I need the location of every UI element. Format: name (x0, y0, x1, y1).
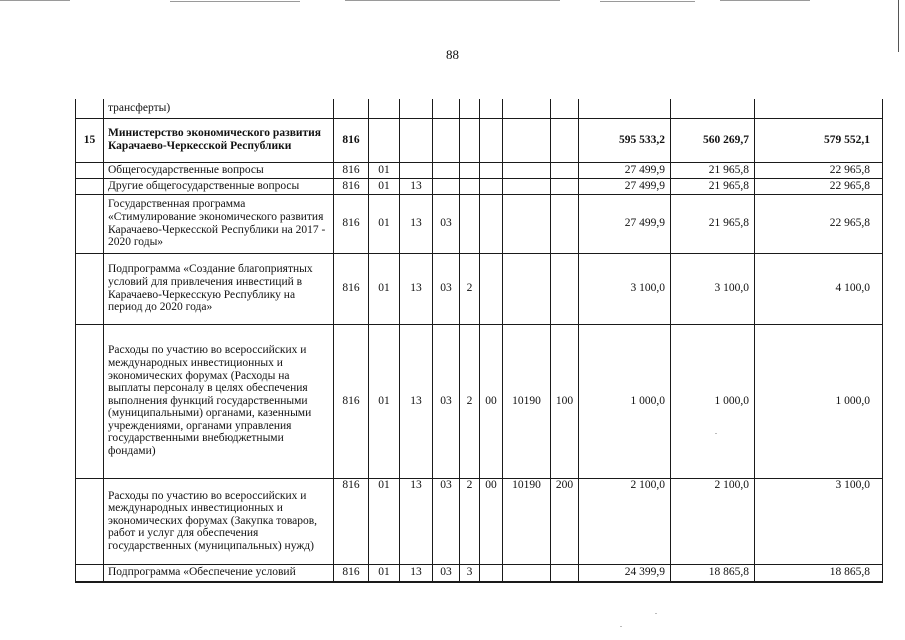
item-name-cell: Государственная программа «Стимулирование экономического развития Карачаево-Черкесской Республики на 2017 - 2020 годы» (104, 194, 334, 253)
code-cell (503, 162, 551, 178)
code-cell: 2 (460, 324, 480, 478)
amount-cell: 24 399,9 (579, 564, 671, 582)
code-cell (433, 118, 460, 162)
code-cell (551, 99, 579, 118)
table-row (76, 162, 883, 178)
amount-cell: 1 000,0 (579, 324, 671, 478)
code-cell: 816 (334, 564, 369, 582)
code-cell (551, 178, 579, 194)
scan-edge-mark (898, 0, 899, 52)
scan-top-line (345, 0, 560, 1)
amount-cell: 27 499,9 (579, 178, 671, 194)
code-cell: 816 (334, 194, 369, 253)
code-cell (433, 162, 460, 178)
code-cell (480, 162, 503, 178)
scan-speck (620, 626, 622, 627)
code-cell (460, 99, 480, 118)
amount-cell: 21 965,8 (671, 162, 755, 178)
item-name-cell: Общегосударственные вопросы (104, 162, 334, 178)
code-cell (400, 118, 433, 162)
amount-cell: 595 533,2 (579, 118, 671, 162)
code-cell (503, 564, 551, 582)
code-cell: 13 (400, 564, 433, 582)
item-name-cell: Расходы по участию во всероссийских и международных инвестиционных и экономических форумах (Закупка товаров, работ и услуг для обеспечения государственных (муниципальных) нужд) (104, 478, 334, 564)
budget-table (75, 99, 883, 583)
amount-cell: 18 865,8 (671, 564, 755, 582)
code-cell: 2 (460, 253, 480, 324)
code-cell: 01 (369, 194, 400, 253)
code-cell (551, 564, 579, 582)
row-number-cell: 15 (76, 118, 104, 162)
code-cell (460, 118, 480, 162)
code-cell (460, 162, 480, 178)
code-cell (503, 99, 551, 118)
code-cell (551, 253, 579, 324)
code-cell: 816 (334, 478, 369, 564)
item-name-cell: Расходы по участию во всероссийских и международных инвестиционных и экономических форумах (Расходы на выплаты персоналу в целях обеспечения выполнения функций государственными (муниципальными) органами, казенными учреждениями, органами управления государственными внебюджетными фондами) (104, 324, 334, 478)
amount-cell: 560 269,7 (671, 118, 755, 162)
amount-cell: 27 499,9 (579, 194, 671, 253)
code-cell (480, 253, 503, 324)
item-name-cell: Другие общегосударственные вопросы (104, 178, 334, 194)
amount-cell (755, 99, 883, 118)
row-number-cell (76, 194, 104, 253)
page-number: 88 (446, 47, 459, 62)
code-cell: 00 (480, 478, 503, 564)
code-cell (369, 118, 400, 162)
amount-cell: 22 965,8 (755, 162, 883, 178)
row-number-cell (76, 324, 104, 478)
code-cell: 01 (369, 478, 400, 564)
code-cell (551, 162, 579, 178)
amount-cell: 1 000,0 (755, 324, 883, 478)
code-cell (460, 178, 480, 194)
code-cell (480, 178, 503, 194)
row-number-cell (76, 253, 104, 324)
table-row (76, 324, 883, 478)
code-cell: 816 (334, 162, 369, 178)
code-cell (503, 194, 551, 253)
code-cell: 816 (334, 178, 369, 194)
code-cell (503, 118, 551, 162)
amount-cell (579, 99, 671, 118)
code-cell: 01 (369, 253, 400, 324)
table-row (76, 478, 883, 564)
item-name-cell: Подпрограмма «Создание благоприятных условий для привлечения инвестиций в Карачаево-Черкесскую Республику на период до 2020 года» (104, 253, 334, 324)
code-cell: 01 (369, 178, 400, 194)
code-cell: 200 (551, 478, 579, 564)
code-cell: 03 (433, 253, 460, 324)
item-name-cell: трансферты) (104, 99, 334, 118)
code-cell (433, 178, 460, 194)
amount-cell: 21 965,8 (671, 194, 755, 253)
code-cell: 13 (400, 478, 433, 564)
amount-cell: 4 100,0 (755, 253, 883, 324)
code-cell (433, 99, 460, 118)
code-cell (480, 194, 503, 253)
code-cell (503, 178, 551, 194)
amount-cell: 3 100,0 (755, 478, 883, 564)
code-cell: 10190 (503, 324, 551, 478)
item-name-cell: Подпрограмма «Обеспечение условий (104, 564, 334, 582)
code-cell: 13 (400, 253, 433, 324)
code-cell (460, 194, 480, 253)
row-number-cell (76, 99, 104, 118)
row-number-cell (76, 564, 104, 582)
code-cell: 01 (369, 564, 400, 582)
code-cell: 03 (433, 324, 460, 478)
code-cell: 2 (460, 478, 480, 564)
table-row (76, 564, 883, 582)
amount-cell: 3 100,0 (579, 253, 671, 324)
amount-cell: 1 000,0 (671, 324, 755, 478)
amount-cell: 2 100,0 (671, 478, 755, 564)
amount-cell: 21 965,8 (671, 178, 755, 194)
amount-cell: 18 865,8 (755, 564, 883, 582)
code-cell (334, 99, 369, 118)
code-cell (503, 253, 551, 324)
code-cell: 816 (334, 118, 369, 162)
code-cell (480, 99, 503, 118)
code-cell (551, 194, 579, 253)
amount-cell: 3 100,0 (671, 253, 755, 324)
code-cell: 03 (433, 564, 460, 582)
scan-top-line (600, 1, 695, 2)
code-cell (400, 99, 433, 118)
code-cell: 00 (480, 324, 503, 478)
code-cell (369, 99, 400, 118)
code-cell: 3 (460, 564, 480, 582)
code-cell: 01 (369, 162, 400, 178)
row-number-cell (76, 162, 104, 178)
scan-speck (715, 433, 717, 434)
amount-cell: 579 552,1 (755, 118, 883, 162)
table-row (76, 178, 883, 194)
amount-cell (671, 99, 755, 118)
code-cell: 01 (369, 324, 400, 478)
amount-cell: 22 965,8 (755, 178, 883, 194)
amount-cell: 27 499,9 (579, 162, 671, 178)
code-cell (480, 118, 503, 162)
code-cell: 13 (400, 194, 433, 253)
table-row (76, 118, 883, 162)
code-cell (551, 118, 579, 162)
table-row (76, 253, 883, 324)
scan-top-line (0, 0, 70, 1)
item-name-cell: Министерство экономического развития Карачаево-Черкесской Республики (104, 118, 334, 162)
code-cell: 13 (400, 324, 433, 478)
row-number-cell (76, 478, 104, 564)
code-cell: 816 (334, 253, 369, 324)
code-cell (480, 564, 503, 582)
code-cell: 13 (400, 178, 433, 194)
table-row (76, 194, 883, 253)
row-number-cell (76, 178, 104, 194)
code-cell: 816 (334, 324, 369, 478)
code-cell: 03 (433, 478, 460, 564)
code-cell: 10190 (503, 478, 551, 564)
code-cell (400, 162, 433, 178)
table-row (76, 99, 883, 118)
scan-top-line (720, 0, 810, 1)
code-cell: 03 (433, 194, 460, 253)
scan-top-line (170, 1, 300, 2)
code-cell: 100 (551, 324, 579, 478)
scan-speck (655, 613, 657, 614)
amount-cell: 22 965,8 (755, 194, 883, 253)
amount-cell: 2 100,0 (579, 478, 671, 564)
